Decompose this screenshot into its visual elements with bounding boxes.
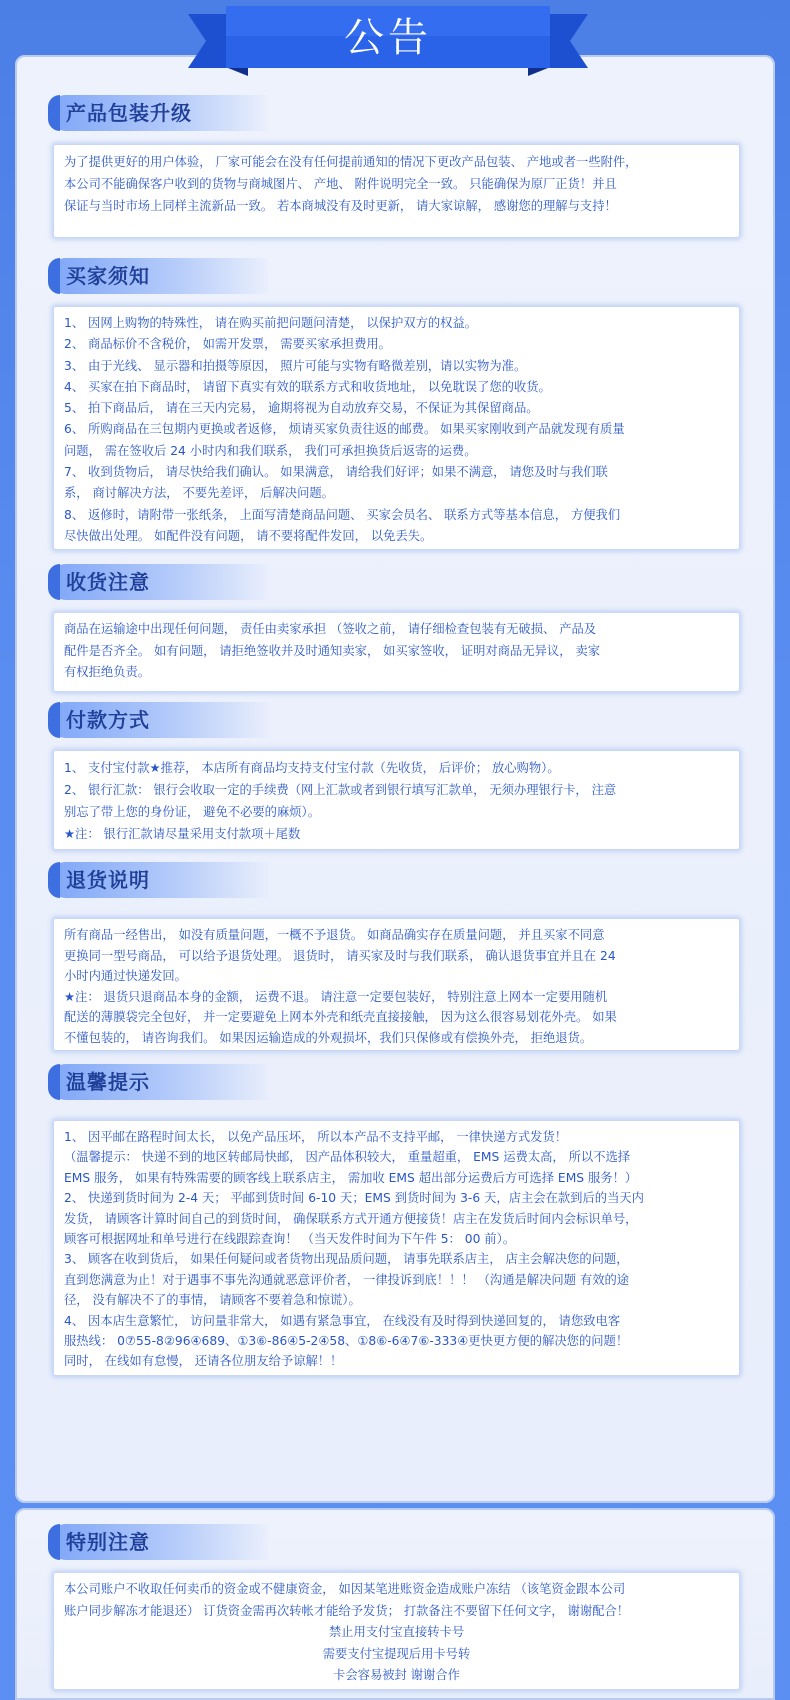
text-line: 商品在运输途中出现任何问题， 责任由卖家承担 （签收之前， 请仔细检查包装有无破损、 产品及	[64, 622, 597, 636]
section-title-buyer-notice	[48, 258, 268, 294]
text-line: 径， 没有解决不了的事情， 请顾客不要着急和惊谎）。	[64, 1293, 361, 1308]
section-title-text: 收货注意	[66, 570, 150, 594]
text-line: 小时内通过快递发回。	[64, 969, 187, 983]
section-title-text: 温馨提示	[66, 1070, 150, 1094]
text-line: 本公司账户不收取任何卖币的资金或不健康资金， 如因某笔进账资金造成账户冻结 （该笔资金跟本公司	[64, 1582, 626, 1596]
text-line: 系， 商讨解决方法， 不要先差评， 后解决问题。	[64, 486, 334, 501]
section-title-tips	[48, 1064, 268, 1100]
text-line: 所有商品一经售出， 如没有质量问题，一概不予退货。 如商品确实存在质量问题， 并且买家不同意	[64, 928, 605, 942]
section-title-text: 退货说明	[66, 868, 150, 892]
text-line: 1、 因网上购物的特殊性， 请在购买前把问题问清楚， 以保护双方的权益。	[64, 316, 478, 330]
text-line: 服热线： 0⑦55-8②96④689、①3⑥-86④5-2④58、①8⑥-6④7⑥-333④更快更方便的解决您的问题！	[64, 1334, 629, 1349]
section-title-text: 付款方式	[66, 708, 150, 732]
text-line: 7、 收到货物后， 请尽快给我们确认。 如果满意， 请给我们好评；如果不满意， 请您及时与我们联	[64, 465, 608, 480]
text-line: 账户同步解冻才能退还） 订货资金需再次转帐才能给予发货； 打款备注不要留下任何文字， 谢谢配合！	[64, 1603, 630, 1618]
text-line: 别忘了带上您的身份证， 避免不必要的麻烦）。	[64, 805, 320, 819]
section-title-payment	[48, 702, 268, 738]
text-line: 8、 返修时，请附带一张纸条， 上面写清楚商品问题、 买家会员名、 联系方式等基本信息， 方便我们	[64, 507, 621, 522]
text-line: ★注： 退货只退商品本身的金额， 运费不退。 请注意一定要包装好， 特别注意上网本一定要用随机	[64, 989, 608, 1004]
text-line: 直到您满意为止！对于遇事不事先沟通就恶意评价者， 一律投诉到底！！！ （沟通是解决问题 有效的途	[64, 1272, 630, 1287]
receiving-notice-box	[53, 612, 740, 692]
text-line: 尽快做出处理。 如配件没有问题， 请不要将配件发回， 以免丢失。	[64, 528, 433, 543]
text-line: 4、 因本店生意繁忙， 访问量非常大， 如遇有紧急事宜， 在线没有及时得到快递回复的， 请您致电客	[64, 1313, 621, 1328]
text-line: 6、 所购商品在三包期内更换或者返修， 烦请买家负责往返的邮费。 如果买家刚收到产品就发现有质量	[64, 422, 625, 437]
special-notice-box	[53, 1572, 740, 1690]
text-line: 发货， 请顾客计算时间自己的到货时间， 确保联系方式开通方便接货！店主在发货后时间内会标识单号，	[64, 1211, 638, 1226]
buyer-notice-box	[53, 306, 740, 550]
text-line: 3、 顾客在收到货后， 如果任何疑问或者货物出现品质问题， 请事先联系店主， 店主会解决您的问题，	[64, 1252, 629, 1267]
text-line: 有权拒绝负责。	[64, 665, 151, 679]
text-line: 本公司不能确保客户收到的货物与商城图片、 产地、 附件说明完全一致。 只能确保为原厂正货！并且	[64, 177, 617, 191]
text-line: 配送的薄膜袋完全包好， 并一定要避免上网本外壳和纸壳直接接触， 因为这么很容易划花外壳。 如果	[64, 1010, 617, 1024]
text-line: 1、 因平邮在路程时间太长， 以免产品压坏， 所以本产品不支持平邮， 一律快递方式发货！	[64, 1130, 568, 1144]
text-line: 2、 银行汇款： 银行会收取一定的手续费（网上汇款或者到银行填写汇款单， 无须办理银行卡， 注意	[64, 783, 617, 797]
text-line: 同时， 在线如有怠慢， 还请各位朋友给予谅解！！	[64, 1354, 343, 1369]
text-line: 2、 商品标价不含税价， 如需开发票， 需要买家承担费用。	[64, 337, 391, 352]
section-title-special	[48, 1524, 268, 1560]
packaging-notice-box	[53, 144, 740, 238]
text-line: 1、 支付宝付款★推荐， 本店所有商品均支持支付宝付款（先收货， 后评价； 放心购物）。	[64, 761, 560, 775]
text-line: 不懂包装的， 请咨询我们。 如果因运输造成的外观损坏，我们只保修或有偿换外壳， 拒绝退货。	[64, 1030, 593, 1045]
section-title-text: 产品包装升级	[66, 101, 192, 125]
text-line: EMS 服务， 如果有特殊需要的顾客线上联系店主， 需加收 EMS 超出部分运费后方可选择 EMS 服务！）	[64, 1170, 638, 1185]
text-line-centered: 卡会容易被封 谢谢合作	[333, 1668, 460, 1682]
section-title-text: 特别注意	[66, 1530, 150, 1554]
text-line: 3、 由于光线、 显示器和拍摄等原因， 照片可能与实物有略微差别，请以实物为准。	[64, 358, 527, 373]
page-title: 公告	[344, 15, 432, 61]
text-line-centered: 禁止用支付宝直接转卡号	[328, 1625, 465, 1639]
text-line: 顾客可根据网址和单号进行在线跟踪查询！ （当天发件时间为下午件 5： 00 前）。	[64, 1232, 516, 1247]
announcement-ribbon	[188, 6, 588, 76]
text-line: 更换同一型号商品， 可以给予退货处理。 退货时， 请买家及时与我们联系， 确认退货事宜并且在 24	[64, 948, 616, 963]
text-line: （温馨提示： 快递不到的地区转邮局快邮， 因产品体积较大， 重量超重， EMS 运费太高， 所以不选择	[64, 1150, 631, 1165]
text-line-centered: 需要支付宝提现后用卡号转	[322, 1646, 471, 1661]
section-title-text: 买家须知	[66, 264, 150, 288]
text-line: 保证与当时市场上同样主流新品一致。 若本商城没有及时更新， 请大家谅解， 感谢您的理解与支持！	[64, 199, 617, 213]
text-line: 5、 拍下商品后， 请在三天内完易， 逾期将视为自动放弃交易，不保证为其保留商品。	[64, 401, 539, 416]
section-title-receiving	[48, 564, 268, 600]
payment-notice-box	[53, 750, 740, 850]
text-line: 配件是否齐全。 如有问题， 请拒绝签收并及时通知卖家， 如买家签收， 证明对商品无异议， 卖家	[64, 643, 601, 658]
text-line: ★注： 银行汇款请尽量采用支付款项＋尾数	[64, 827, 301, 841]
returns-notice-box	[53, 918, 740, 1051]
text-line: 4、 买家在拍下商品时， 请留下真实有效的联系方式和收货地址， 以免耽误了您的收货。	[64, 379, 551, 394]
section-title-returns	[48, 862, 268, 898]
text-line: 为了提供更好的用户体验， 厂家可能会在没有任何提前通知的情况下更改产品包装、 产地或者一些附件，	[64, 155, 638, 169]
tips-notice-box	[53, 1120, 740, 1376]
text-line: 2、 快递到货时间为 2-4 天； 平邮到货时间 6-10 天；EMS 到货时间为 3-6 天，店主会在款到后的当天内	[64, 1191, 644, 1206]
text-line: 问题， 需在签收后 24 小时内和我们联系， 我们可承担换货后返寄的运费。	[64, 443, 477, 458]
section-title-packaging	[48, 95, 268, 131]
